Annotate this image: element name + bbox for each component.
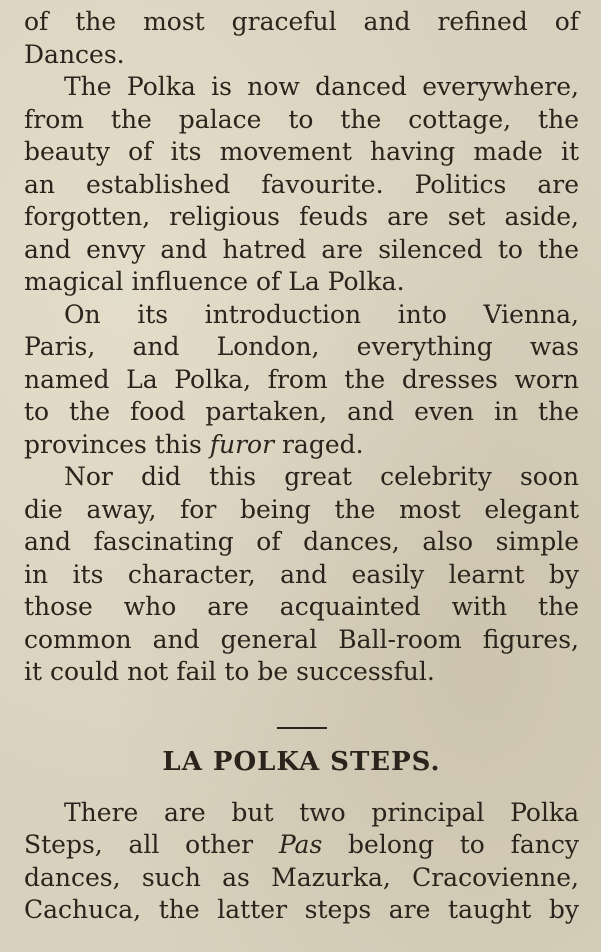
text-line: of the most graceful and refined of xyxy=(24,7,579,36)
text-line: dances, such as Mazurka, Cracovienne, xyxy=(24,862,579,892)
paragraph-1 xyxy=(24,6,579,71)
paragraph-2 xyxy=(24,71,579,299)
italic-word: furor xyxy=(209,429,275,459)
text-line-with-italic xyxy=(24,429,579,462)
text-line: Cachuca, the latter steps are taught by xyxy=(24,895,579,924)
text-line: Paris, and London, everything was xyxy=(24,332,579,361)
text-line: beauty of its movement having made it xyxy=(24,137,579,166)
paragraph-3 xyxy=(24,299,579,462)
text-line: and envy and hatred are silenced to the xyxy=(24,234,579,264)
text-line: On its introduction into Vienna, xyxy=(64,299,579,329)
text-fragment: raged. xyxy=(274,429,364,459)
text-line-with-italic xyxy=(24,829,579,862)
text-fragment: belong to fancy xyxy=(322,830,579,859)
text-line: The Polka is now danced everywhere, xyxy=(64,72,579,101)
text-line: to the food partaken, and even in the xyxy=(24,397,579,426)
text-line: named La Polka, from the dresses worn xyxy=(24,364,579,394)
paragraph-4 xyxy=(24,461,579,689)
paragraph-5 xyxy=(24,797,579,927)
text-line: die away, for being the most elegant xyxy=(24,494,579,524)
text-fragment: provinces this xyxy=(24,429,210,459)
text-line: from the palace to the cottage, the xyxy=(24,104,579,134)
text-line: it could not fail to be successful. xyxy=(24,657,435,686)
text-line: magical influence of La Polka. xyxy=(24,267,405,296)
text-line: Nor did this great celebrity soon xyxy=(64,462,579,491)
text-line: in its character, and easily learnt by xyxy=(24,559,579,589)
text-fragment: Steps, all other xyxy=(24,830,279,859)
text-line: and fascinating of dances, also simple xyxy=(24,527,579,556)
text-line: an established favourite. Politics are xyxy=(24,169,579,199)
section-heading: LA POLKA STEPS. xyxy=(162,746,441,777)
text-line: There are but two principal Polka xyxy=(64,797,579,827)
section-divider xyxy=(277,727,327,729)
text-line: common and general Ball-room figures, xyxy=(24,624,579,654)
italic-word: Pas xyxy=(278,830,323,859)
text-line: Dances. xyxy=(24,39,125,69)
text-line: forgotten, religious feuds are set aside, xyxy=(24,202,579,231)
text-line: those who are acquainted with the xyxy=(24,592,579,621)
